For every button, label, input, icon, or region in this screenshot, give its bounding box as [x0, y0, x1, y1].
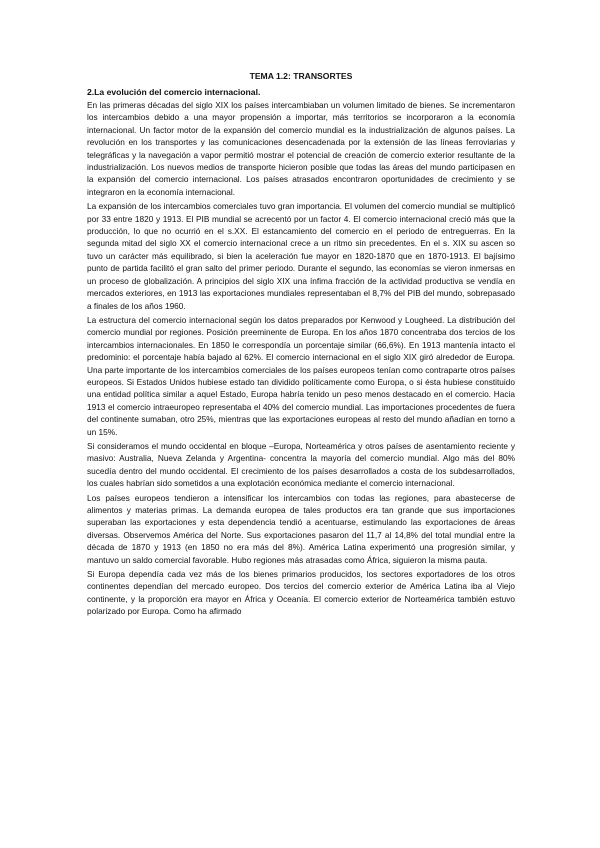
paragraph-6: Si Europa dependía cada vez más de los bienes primarios producidos, los sectores exportadores de los otros continentes dependían del mercado europeo. Dos tercios del comercio exterior de América Latina iba al Viejo continente, y la proporción era mayor en África y Oceanía. El comercio exterior de Norteamérica también estuvo polarizado por Europa. Como ha afirmado	[87, 569, 515, 617]
paragraph-5: Los países europeos tendieron a intensificar los intercambios con todas las regiones, para abastecerse de alimentos y materias primas. La demanda europea de tales productos era tan grande que sus importaciones superaban las exportaciones y esta dependencia tendió a acentuarse, estimulando las exportaciones de áreas diversas. Observemos América del Norte. Sus exportaciones pasaron del 11,7 al 14,8% del total mundial entre la década de 1870 y 1913 (en 1850 no era más del 8%). América Latina experimentó una progresión similar, y mantuvo un saldo comercial favorable. Hubo regiones más atrasadas como África, siguieron la misma pauta.	[87, 492, 515, 565]
paragraph-3: La estructura del comercio internacional según los datos preparados por Kenwood y Lougheed. La distribución del comercio mundial por regiones. Posición preeminente de Europa. En los años 1870 concentraba dos tercios de los intercambios internacionales. En 1850 le correspondía un porcentaje similar (66,6%). En 1913 mantenía intacto el predominio: el porcentaje había bajado al 62%. El comercio internacional en el siglo XIX giró alrededor de Europa. Una parte importante de los intercambios comerciales de los países europeos tenían como contraparte otros países europeos. Si Estados Unidos hubiese estado tan dividido políticamente como Europa, o si ésta hubiese constituido una entidad política similar a aquel Estado, Europa habría tenido un peso menos destacado en el comercio. Hacia 1913 el comercio intraeuropeo representaba el 40% del comercio mundial. Las importaciones procedentes de fuera del continente sumaban, otro 25%, mientras que las exportaciones europeas al resto del mundo añadían en torno a un 15%.	[87, 314, 515, 437]
paragraph-2: La expansión de los intercambios comerciales tuvo gran importancia. El volumen del comercio mundial se multiplicó por 33 entre 1820 y 1913. El PIB mundial se acrecentó por un factor 4. El comercio internacional creció más que la producción, lo que no ocurrió en el s.XX. El estancamiento del comercio en el periodo de entreguerras. En la segunda mitad del siglo XX el comercio internacional crece a un ritmo sin precedentes. En el s. XIX su ascen so tuvo un carácter más equilibrado, si bien la aceleración fue mayor en 1820-1870 que en 1870-1913. El bajísimo punto de partida facilitó el gran salto del primer periodo. Durante el segundo, las economías se vieron inmersas en un proceso de globalización. A principios del siglo XIX una ínfima fracción de la actividad productiva se vendía en mercados exteriores, en 1913 las exportaciones mundiales representaban el 8,7% del PIB del mundo, sobrepasado a finales de los años 1960.	[87, 201, 515, 311]
paragraph-4: Si consideramos el mundo occidental en bloque –Europa, Norteamérica y otros países de asentamiento reciente y masivo: Australia, Nueva Zelanda y Argentina- concentra la mayoría del comercio mundial. Algo más del 80% sucedía dentro del mundo occidental. El crecimiento de los países desarrollados a costa de los subdesarrollados, los cuales habrían sido sometidos a una explotación económica mediante el comercio internacional.	[87, 440, 515, 489]
section-heading: 2.La evolución del comercio internacional.	[87, 87, 261, 97]
document-page	[87, 70, 515, 620]
document-title: TEMA 1.2: TRANSORTES	[249, 71, 353, 81]
paragraph-1: En las primeras décadas del siglo XIX los países intercambiaban un volumen limitado de bienes. Se incrementaron los intercambios debido a una mayor propensión a importar, más territorios se incorporaron a la economía internacional. Un factor motor de la expansión del comercio mundial es la industrialización de algunos países. La revolución en los transportes y las comunicaciones desencadenada por la extensión de las líneas ferroviarias y telegráficas y la navegación a vapor permitió mostrar el potencial de creación de comercio exterior resultante de la industrialización. Los nuevos medios de transporte hicieron posible que todas las áreas del mundo participasen en la expansión del comercio internacional. Los países atrasados encontraron oportunidades de crecimiento y se integraron en la economía internacional.	[87, 100, 515, 197]
